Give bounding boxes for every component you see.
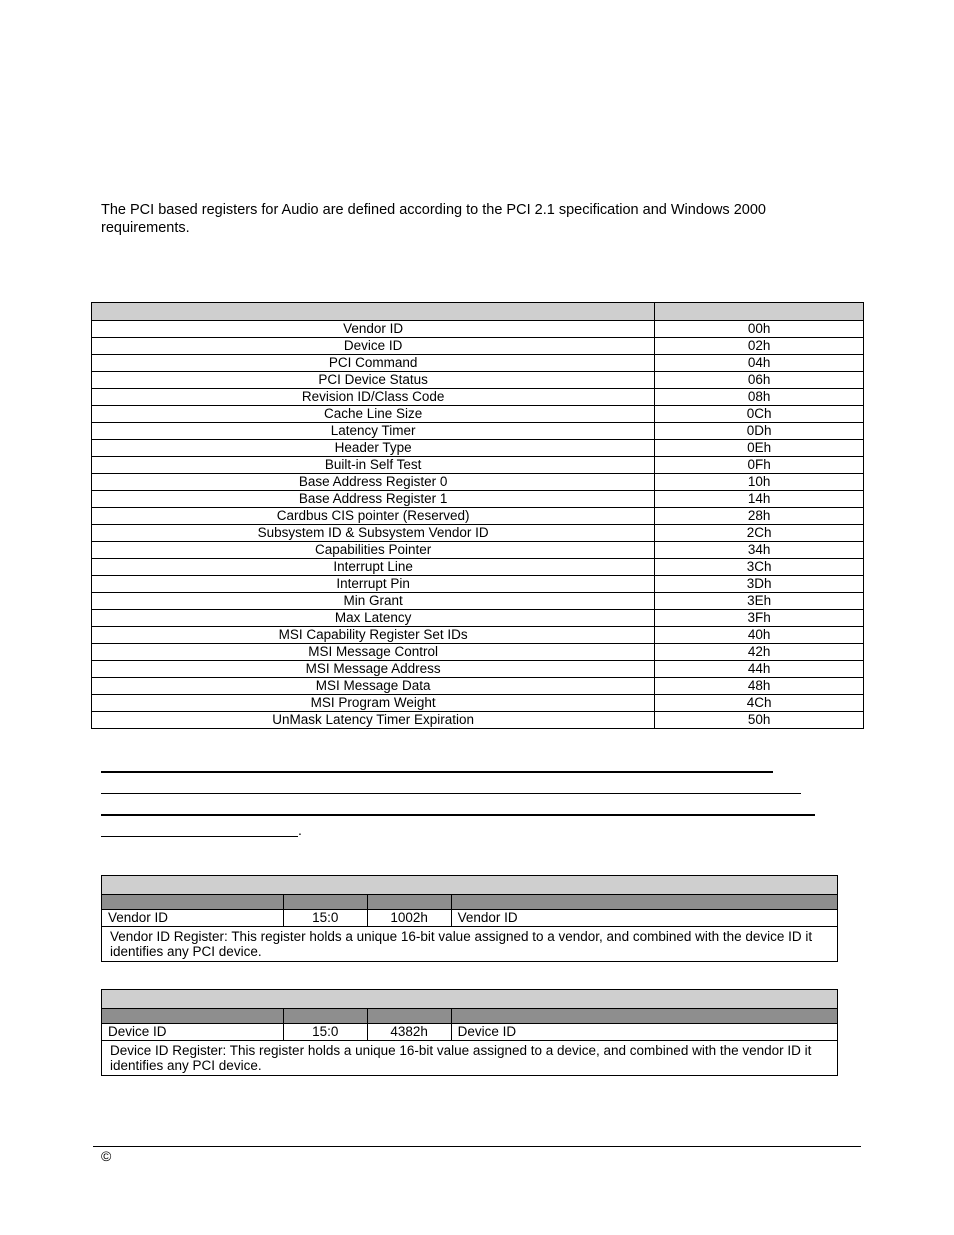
register-name: MSI Message Data bbox=[92, 678, 655, 695]
register-name: Subsystem ID & Subsystem Vendor ID bbox=[92, 525, 655, 542]
table-column-header bbox=[102, 1009, 838, 1024]
register-offset: 34h bbox=[655, 542, 864, 559]
table-row bbox=[92, 712, 864, 729]
table-row bbox=[92, 525, 864, 542]
register-note: Vendor ID Register: This register holds a unique 16-bit value assigned to a vendor, and combined with the device ID it identifies any PCI device. bbox=[102, 927, 838, 962]
register-offset: 10h bbox=[655, 474, 864, 491]
intro-paragraph: The PCI based registers for Audio are defined according to the PCI 2.1 specification and Windows 2000 requirements. bbox=[101, 202, 766, 236]
register-offset: 14h bbox=[655, 491, 864, 508]
table-title-bar bbox=[102, 876, 838, 895]
header-cell-offset bbox=[655, 303, 864, 321]
table-row bbox=[92, 542, 864, 559]
table-row bbox=[102, 910, 838, 927]
register-name: MSI Capability Register Set IDs bbox=[92, 627, 655, 644]
register-offset: 0Fh bbox=[655, 457, 864, 474]
table-row bbox=[92, 644, 864, 661]
register-offset: 44h bbox=[655, 661, 864, 678]
underline-rule bbox=[101, 814, 815, 816]
table-row bbox=[92, 440, 864, 457]
table-row bbox=[92, 491, 864, 508]
register-name: Cache Line Size bbox=[92, 406, 655, 423]
register-offset: 0Dh bbox=[655, 423, 864, 440]
register-summary-table bbox=[91, 302, 864, 729]
register-offset: 0Eh bbox=[655, 440, 864, 457]
register-name: PCI Command bbox=[92, 355, 655, 372]
register-name: Base Address Register 0 bbox=[92, 474, 655, 491]
register-offset: 28h bbox=[655, 508, 864, 525]
register-offset: 50h bbox=[655, 712, 864, 729]
register-name: Device ID bbox=[92, 338, 655, 355]
table-row bbox=[92, 457, 864, 474]
register-offset: 3Dh bbox=[655, 576, 864, 593]
register-offset: 40h bbox=[655, 627, 864, 644]
field-default: 1002h bbox=[367, 910, 451, 927]
register-name: Interrupt Line bbox=[92, 559, 655, 576]
underline-rule bbox=[101, 793, 801, 794]
table-row bbox=[92, 372, 864, 389]
register-name: Latency Timer bbox=[92, 423, 655, 440]
sentence-period: . bbox=[298, 822, 302, 838]
register-offset: 42h bbox=[655, 644, 864, 661]
register-offset: 00h bbox=[655, 321, 864, 338]
register-name: Header Type bbox=[92, 440, 655, 457]
register-name: Built-in Self Test bbox=[92, 457, 655, 474]
table-row bbox=[102, 1041, 838, 1076]
register-offset: 4Ch bbox=[655, 695, 864, 712]
register-name: MSI Message Address bbox=[92, 661, 655, 678]
vendor-id-register-table bbox=[101, 875, 838, 962]
table-row bbox=[92, 593, 864, 610]
table-row bbox=[92, 389, 864, 406]
register-offset: 3Eh bbox=[655, 593, 864, 610]
footer-rule bbox=[93, 1146, 861, 1147]
copyright-symbol: © bbox=[101, 1148, 112, 1164]
register-name: Max Latency bbox=[92, 610, 655, 627]
table-row bbox=[92, 678, 864, 695]
register-note: Device ID Register: This register holds a unique 16-bit value assigned to a device, and combined with the vendor ID it identifies any PCI device. bbox=[102, 1041, 838, 1076]
device-id-register-table bbox=[101, 989, 838, 1076]
field-description: Vendor ID bbox=[451, 910, 837, 927]
register-offset: 48h bbox=[655, 678, 864, 695]
underline-rule bbox=[101, 771, 773, 773]
register-name: Interrupt Pin bbox=[92, 576, 655, 593]
register-name: Capabilities Pointer bbox=[92, 542, 655, 559]
register-offset: 3Fh bbox=[655, 610, 864, 627]
field-bits: 15:0 bbox=[283, 910, 367, 927]
field-name: Device ID bbox=[102, 1024, 284, 1041]
register-name: Min Grant bbox=[92, 593, 655, 610]
field-default: 4382h bbox=[367, 1024, 451, 1041]
table-column-header bbox=[102, 895, 838, 910]
register-name: UnMask Latency Timer Expiration bbox=[92, 712, 655, 729]
table-row bbox=[92, 321, 864, 338]
table-row bbox=[102, 1024, 838, 1041]
register-name: Cardbus CIS pointer (Reserved) bbox=[92, 508, 655, 525]
register-name: MSI Message Control bbox=[92, 644, 655, 661]
table-row bbox=[92, 559, 864, 576]
field-bits: 15:0 bbox=[283, 1024, 367, 1041]
table-row bbox=[92, 355, 864, 372]
table-row bbox=[92, 661, 864, 678]
register-name: PCI Device Status bbox=[92, 372, 655, 389]
register-offset: 2Ch bbox=[655, 525, 864, 542]
table-row bbox=[92, 627, 864, 644]
register-offset: 3Ch bbox=[655, 559, 864, 576]
table-row bbox=[92, 338, 864, 355]
register-offset: 08h bbox=[655, 389, 864, 406]
register-offset: 0Ch bbox=[655, 406, 864, 423]
table-row bbox=[92, 423, 864, 440]
table-row bbox=[92, 508, 864, 525]
table-row bbox=[92, 406, 864, 423]
register-name: Vendor ID bbox=[92, 321, 655, 338]
register-name: Revision ID/Class Code bbox=[92, 389, 655, 406]
register-offset: 02h bbox=[655, 338, 864, 355]
header-cell-name bbox=[92, 303, 655, 321]
register-table-header bbox=[92, 303, 864, 321]
table-row bbox=[92, 610, 864, 627]
register-offset: 06h bbox=[655, 372, 864, 389]
register-name: MSI Program Weight bbox=[92, 695, 655, 712]
table-row bbox=[92, 695, 864, 712]
table-row bbox=[92, 576, 864, 593]
register-name: Base Address Register 1 bbox=[92, 491, 655, 508]
table-row bbox=[92, 474, 864, 491]
field-name: Vendor ID bbox=[102, 910, 284, 927]
table-title-bar bbox=[102, 990, 838, 1009]
table-row bbox=[102, 927, 838, 962]
register-offset: 04h bbox=[655, 355, 864, 372]
field-description: Device ID bbox=[451, 1024, 837, 1041]
underline-rule bbox=[101, 836, 298, 837]
